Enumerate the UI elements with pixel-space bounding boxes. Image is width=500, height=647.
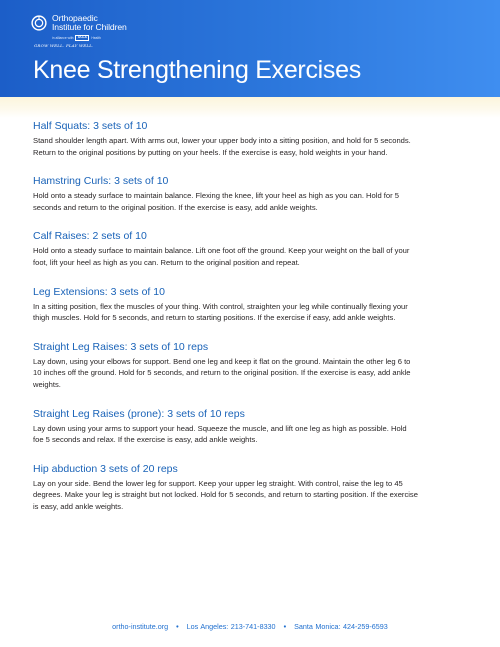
footer-santa-monica-phone[interactable]: Santa Monica: 424-259-6593 [294, 622, 388, 631]
exercise-description: Lay on your side. Bend the lower leg for support. Keep your upper leg straight. With control, raise the leg to 45 degrees. Make your leg is straight but not locked. Hold for 5 seconds, and return to starting position. If the exercise is easy, add ankle weights. [33, 478, 418, 511]
exercise-straight-leg-raises [33, 341, 419, 391]
exercise-calf-raises [33, 230, 419, 268]
exercise-title: Leg Extensions: 3 sets of 10 [33, 285, 165, 298]
exercise-hamstring-curls [33, 175, 419, 213]
exercise-title: Half Squats: 3 sets of 10 [33, 120, 148, 132]
page-title: Knee Strengthening Exercises [33, 56, 361, 84]
exercise-description: Hold onto a steady surface to maintain balance. Flexing the knee, lift your heel as high as you can. Hold for 5 seconds and return to the original position. If the exercise is easy, add ankle weights. [33, 191, 399, 212]
exercise-hip-abduction [33, 463, 419, 513]
exercise-title: Calf Raises: 2 sets of 10 [33, 230, 147, 243]
logo-name-line1: Orthopaedic [52, 13, 98, 23]
exercise-straight-leg-raises-prone [33, 408, 419, 446]
logo-name-line2: Institute for Children [52, 22, 127, 33]
logo-tagline: GROW WELL. PLAY WELL. [34, 43, 94, 48]
exercise-leg-extensions [33, 286, 419, 324]
exercise-description: In a sitting position, flex the muscles of your thing. With control, straighten your leg while continually flexing your thigh muscles. Hold for 5 seconds, and return to starting positions. If the exercise if easy, add ankle weights. [33, 301, 408, 323]
exercise-title: Straight Leg Raises: 3 sets of 10 reps [33, 340, 209, 353]
exercise-title: Hip abduction 3 sets of 20 reps [33, 462, 178, 475]
logo-affiliation-suffix: Health [91, 35, 101, 40]
exercise-half-squats [33, 120, 419, 158]
logo-circle-icon [31, 15, 47, 31]
footer-los-angeles-phone[interactable]: Los Angeles: 213-741-8330 [186, 622, 276, 631]
logo-affiliation-brand: UCLA [75, 35, 89, 41]
organization-logo [31, 14, 127, 41]
logo-text [52, 14, 127, 41]
exercise-title: Straight Leg Raises (prone): 3 sets of 10 reps [33, 407, 245, 420]
logo-affiliation [52, 35, 127, 41]
footer-website-link[interactable]: ortho-institute.org [112, 622, 169, 631]
header-accent-band [0, 97, 500, 118]
exercise-description: Lay down using your arms to support your head. Squeeze the muscle, and lift one leg as high as possible. Hold foe 5 seconds and relax. If the exercise is easy, add ankle weights. [33, 423, 407, 445]
footer-separator: • [176, 622, 179, 631]
exercise-description: Stand shoulder length apart. With arms out, lower your upper body into a sitting position, and hold for 5 seconds. Return to the original positions by putting on your heels. If the exercise is easy, hold weights in your hand. [33, 136, 411, 157]
exercise-list [33, 120, 419, 530]
footer-separator: • [283, 622, 287, 631]
exercise-description: Lay down, using your elbows for support. Bend one leg and keep it flat on the ground. Maintain the other leg 6 to 10 inches off the ground. Hold for 5 seconds, and return to the original position. If the exercise is easy, add ankle weights. [33, 356, 411, 389]
header-banner [0, 0, 500, 97]
exercise-description: Hold onto a steady surface to maintain balance. Lift one foot off the ground. Keep your weight on the ball of your foot, lift your heel as high as you can. Return to the original position and repeat. [33, 246, 410, 267]
exercise-title: Hamstring Curls: 3 sets of 10 [33, 175, 169, 188]
footer-contact [0, 622, 500, 631]
logo-affiliation-prefix: in alliance with [52, 35, 74, 40]
